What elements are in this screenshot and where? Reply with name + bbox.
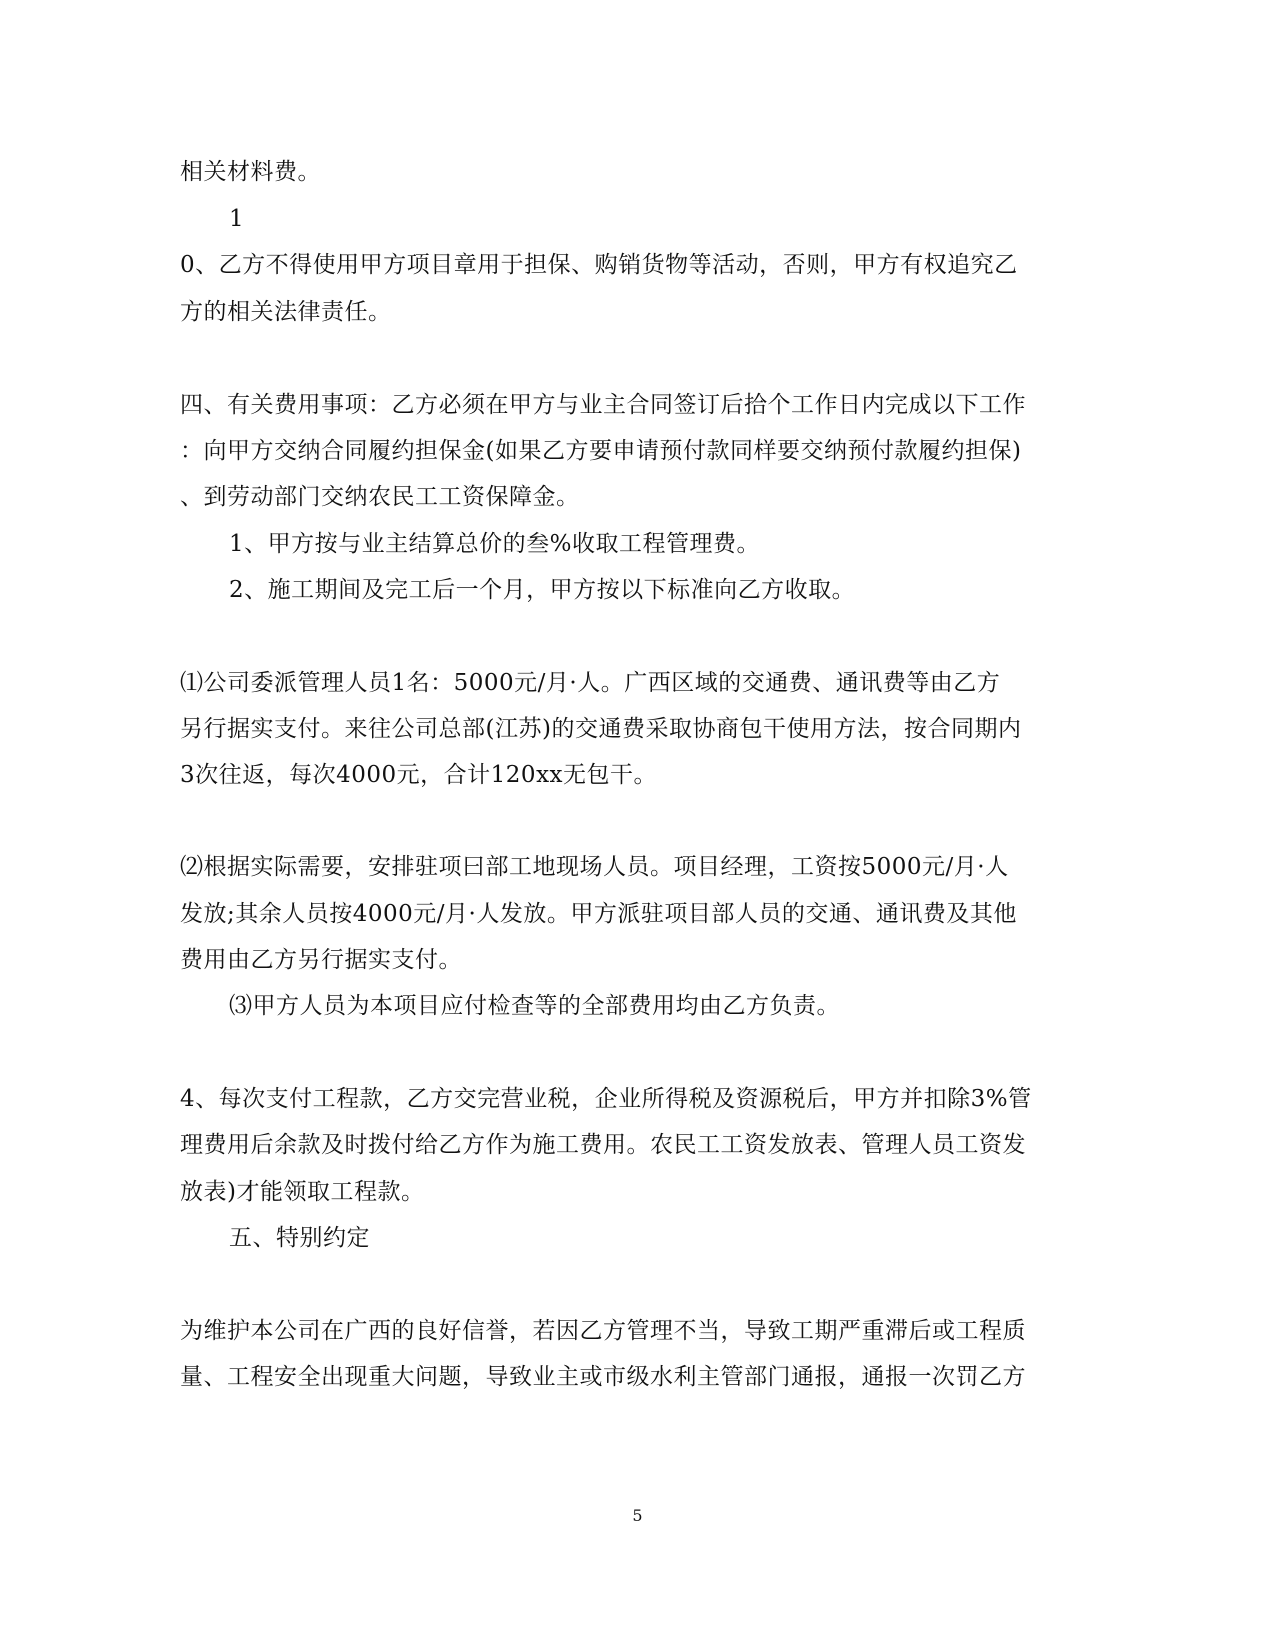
text-line: 费用由乙方另行据实支付。 bbox=[180, 947, 462, 973]
text-line: ：向甲方交纳合同履约担保金(如果乙方要申请预付款同样要交纳预付款履约担保) bbox=[180, 438, 1022, 464]
text-line: 2、施工期间及完工后一个月，甲方按以下标准向乙方收取。 bbox=[229, 577, 856, 603]
text-line: 放表)才能领取工程款。 bbox=[180, 1179, 425, 1205]
text-line: 四、有关费用事项：乙方必须在甲方与业主合同签订后拾个工作日内完成以下工作 bbox=[180, 392, 1026, 418]
section-heading: 五、特别约定 bbox=[229, 1225, 370, 1251]
text-line: 0、乙方不得使用甲方项目章用于担保、购销货物等活动，否则，甲方有权追究乙 bbox=[180, 252, 1018, 278]
text-line: ⑴公司委派管理人员1名：5000元/月·人。广西区域的交通费、通讯费等由乙方 bbox=[180, 670, 1001, 696]
text-line: 量、工程安全出现重大问题，导致业主或市级水利主管部门通报，通报一次罚乙方 bbox=[180, 1364, 1026, 1390]
text-line: ⑶甲方人员为本项目应付检查等的全部费用均由乙方负责。 bbox=[229, 993, 840, 1019]
text-line: 为维护本公司在广西的良好信誉，若因乙方管理不当，导致工期严重滞后或工程质 bbox=[180, 1318, 1026, 1344]
text-line: 方的相关法律责任。 bbox=[180, 299, 392, 325]
text-line: 发放;其余人员按4000元/月·人发放。甲方派驻项目部人员的交通、通讯费及其他 bbox=[180, 901, 1017, 927]
text-line: ⑵根据实际需要，安排驻项曰部工地现场人员。项目经理，工资按5000元/月·人 bbox=[180, 854, 1009, 880]
text-line: 4、每次支付工程款，乙方交完营业税，企业所得税及资源税后，甲方并扣除3%管 bbox=[180, 1086, 1032, 1112]
page-number: 5 bbox=[632, 1506, 643, 1525]
text-line: 3次往返，每次4000元，合计120xx无包干。 bbox=[180, 762, 658, 788]
text-line: 理费用后余款及时拨付给乙方作为施工费用。农民工工资发放表、管理人员工资发 bbox=[180, 1132, 1026, 1158]
text-line: 相关材料费。 bbox=[180, 159, 321, 185]
text-line: 另行据实支付。来往公司总部(江苏)的交通费采取协商包干使用方法，按合同期内 bbox=[180, 716, 1022, 742]
text-line: 1 bbox=[229, 206, 245, 232]
text-line: 、到劳动部门交纳农民工工资保障金。 bbox=[180, 484, 580, 510]
text-line: 1、甲方按与业主结算总价的叁%收取工程管理费。 bbox=[229, 531, 760, 557]
